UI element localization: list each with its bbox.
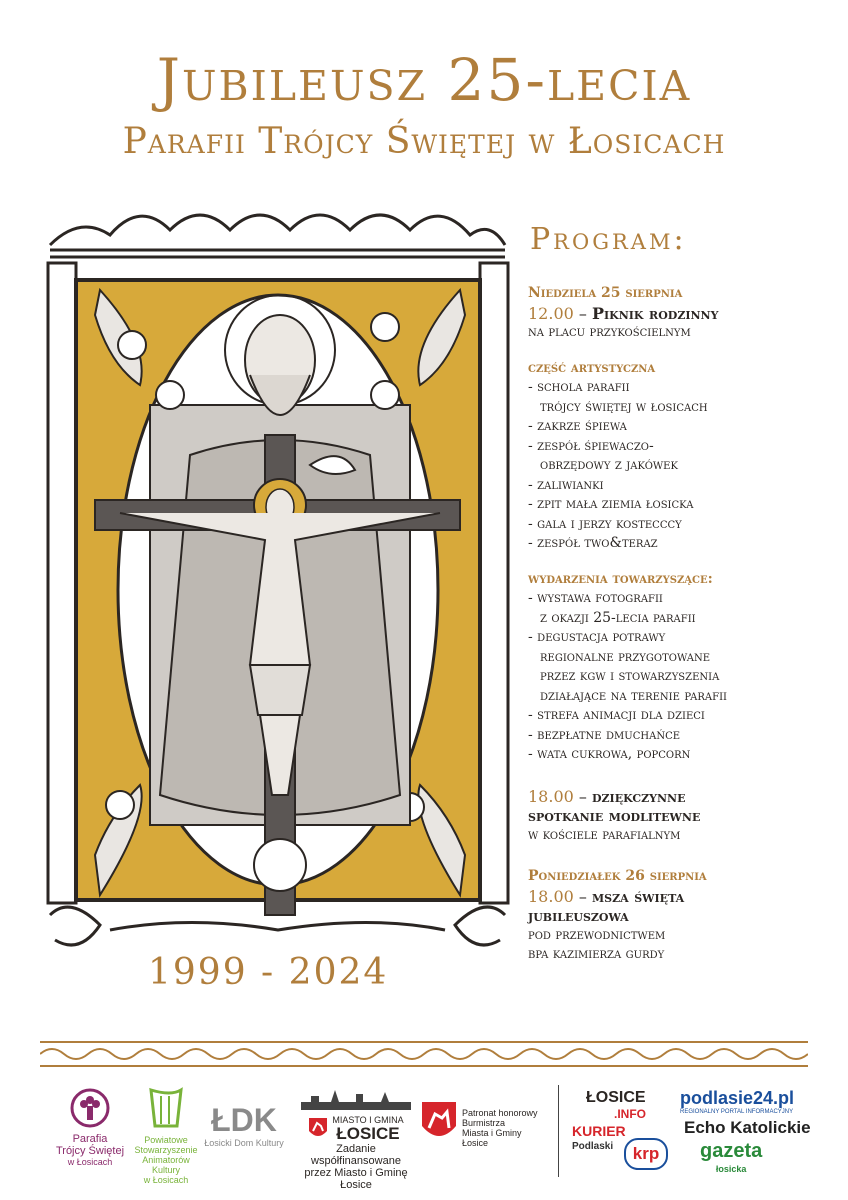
kurier-logo — [572, 1124, 626, 1154]
miasto-caption-1: Zadanie współfinansowane — [311, 1143, 401, 1167]
lyre-icon — [141, 1086, 191, 1130]
artistic-item: - zpit mała ziemia łosicka — [528, 496, 694, 512]
mass-title-1: msza święta — [591, 886, 685, 906]
psak-name-3: w Łosicach — [143, 1175, 189, 1185]
krp-name: krp — [632, 1144, 660, 1163]
program-list — [528, 284, 828, 965]
gazeta-subtitle: łosicka — [715, 1164, 747, 1174]
miasto-top: MIASTO I GMINA — [332, 1115, 404, 1125]
ldk-mark: ŁDK — [211, 1102, 277, 1138]
artistic-item: obrzędowy z jakówek — [540, 457, 678, 473]
parafia-emblem-icon — [70, 1088, 110, 1128]
monday-line — [528, 867, 828, 887]
artistic-item: - zespół śpiewaczo- — [528, 437, 654, 454]
parafia-name-3: w Łosicach — [67, 1157, 113, 1167]
artistic-item: - zaliwianki — [528, 476, 604, 493]
artistic-item: - gala i jerzy kostecccy — [528, 515, 682, 532]
picnic-time: 12.00 — [528, 303, 574, 323]
losice-info-suffix: .INFO — [614, 1107, 646, 1121]
mass-detail-1: pod przewodnictwem — [528, 926, 666, 943]
parafia-name-2: Trójcy Świętej — [55, 1145, 125, 1157]
podlasie-name: podlasie24.pl — [680, 1088, 795, 1108]
town-skyline-icon — [301, 1088, 411, 1110]
parafia-logo — [44, 1088, 136, 1167]
artistic-heading: część artystyczna — [528, 359, 656, 376]
thanks-time: 18.00 — [528, 786, 574, 806]
gazeta-losicka-logo — [700, 1142, 762, 1178]
thanks-title-1: dziękczynne — [591, 786, 686, 806]
event-item: z okazji 25-lecia parafii — [540, 609, 696, 626]
thanks-place: w kościele parafialnym — [528, 826, 681, 843]
picnic-line: 12.00 – Piknik rodzinny — [528, 303, 719, 323]
miasto-logo — [296, 1088, 416, 1191]
ldk-logo — [198, 1102, 290, 1148]
holy-trinity-illustration — [40, 195, 515, 1025]
losice-info-name: ŁOSICE — [586, 1089, 646, 1106]
years-range: 1999 - 2024 — [148, 952, 389, 993]
mass-title-2: jubileuszowa — [528, 906, 629, 925]
events-heading: wydarzenia towarzyszące: — [528, 570, 713, 587]
page-title-line-2: Parafii Trójcy Świętej w Łosicach — [122, 121, 726, 162]
page-title-line-1: Jubileusz 25-lecia — [156, 46, 692, 114]
event-item: - strefa animacji dla dzieci — [528, 707, 705, 723]
event-item: - bezpłatne dmuchańce — [528, 726, 681, 743]
ornamental-divider — [40, 1034, 808, 1074]
monday-date: 26 sierpnia — [625, 868, 707, 884]
mass-detail-2: bpa kazimierza gurdy — [528, 946, 665, 962]
thanks-title-2: spotkanie modlitewne — [528, 806, 701, 825]
artistic-item: - schola parafii — [528, 379, 630, 395]
monday-day: Poniedziałek — [528, 868, 621, 884]
event-item: - wystawa fotografii — [528, 590, 663, 606]
kurier-name-2: Podlaski — [572, 1141, 614, 1152]
event-item: przez kgw i stowarzyszenia — [540, 668, 720, 684]
podlasie24-logo — [680, 1088, 794, 1115]
kurier-name-1: KURIER — [572, 1123, 626, 1139]
patronat-line-1: Patronat honorowy — [462, 1108, 538, 1118]
losice-info-logo — [586, 1090, 646, 1122]
patronat-text — [462, 1108, 550, 1148]
artistic-item: - zakrze śpiewa — [528, 418, 627, 434]
sunday-line — [528, 284, 828, 304]
gazeta-name: gazeta — [700, 1140, 763, 1162]
program-heading: Program: — [530, 222, 687, 257]
mass-time: 18.00 — [528, 886, 574, 906]
event-item: działające na terenie parafii — [540, 687, 727, 704]
psak-logo — [128, 1086, 204, 1185]
mass-line: 18.00 – msza święta — [528, 886, 685, 906]
sunday-date: 25 sierpnia — [601, 285, 683, 301]
event-item: - wata cukrowa, popcorn — [528, 746, 691, 762]
patronat-line-2: Burmistrza — [462, 1118, 506, 1128]
losice-crest-icon — [308, 1117, 328, 1141]
parafia-name-1: Parafia — [72, 1133, 108, 1145]
event-item: regionalne przygotowane — [540, 648, 710, 665]
sunday-day: Niedziela — [528, 285, 597, 301]
echo-katolickie-logo: Echo Katolickie — [684, 1118, 811, 1137]
ldk-name: Łosicki Dom Kultury — [204, 1138, 284, 1148]
psak-name-1: Powiatowe Stowarzyszenie — [134, 1135, 198, 1155]
event-item: - degustacja potrawy — [528, 629, 666, 645]
thanks-line: 18.00 – dziękczynne — [528, 786, 686, 806]
artistic-item: trójcy świętej w łosicach — [540, 398, 708, 415]
miasto-caption-2: przez Miasto i Gminę Łosice — [304, 1167, 408, 1191]
psak-name-2: Animatorów Kultury — [142, 1155, 190, 1175]
podlasie-subtitle: REGIONALNY PORTAL INFORMACYJNY — [680, 1109, 794, 1115]
artistic-item: - zespół two&teraz — [528, 535, 658, 551]
picnic-place: na placu przykościelnym — [528, 324, 691, 340]
patronat-line-3: Miasta i Gminy Łosice — [462, 1128, 522, 1148]
patronat-crest-icon — [420, 1100, 458, 1146]
miasto-name: ŁOSICE — [336, 1124, 400, 1143]
picnic-title: Piknik rodzinny — [591, 303, 719, 323]
krp-logo — [624, 1138, 668, 1170]
footer-separator — [558, 1085, 559, 1177]
